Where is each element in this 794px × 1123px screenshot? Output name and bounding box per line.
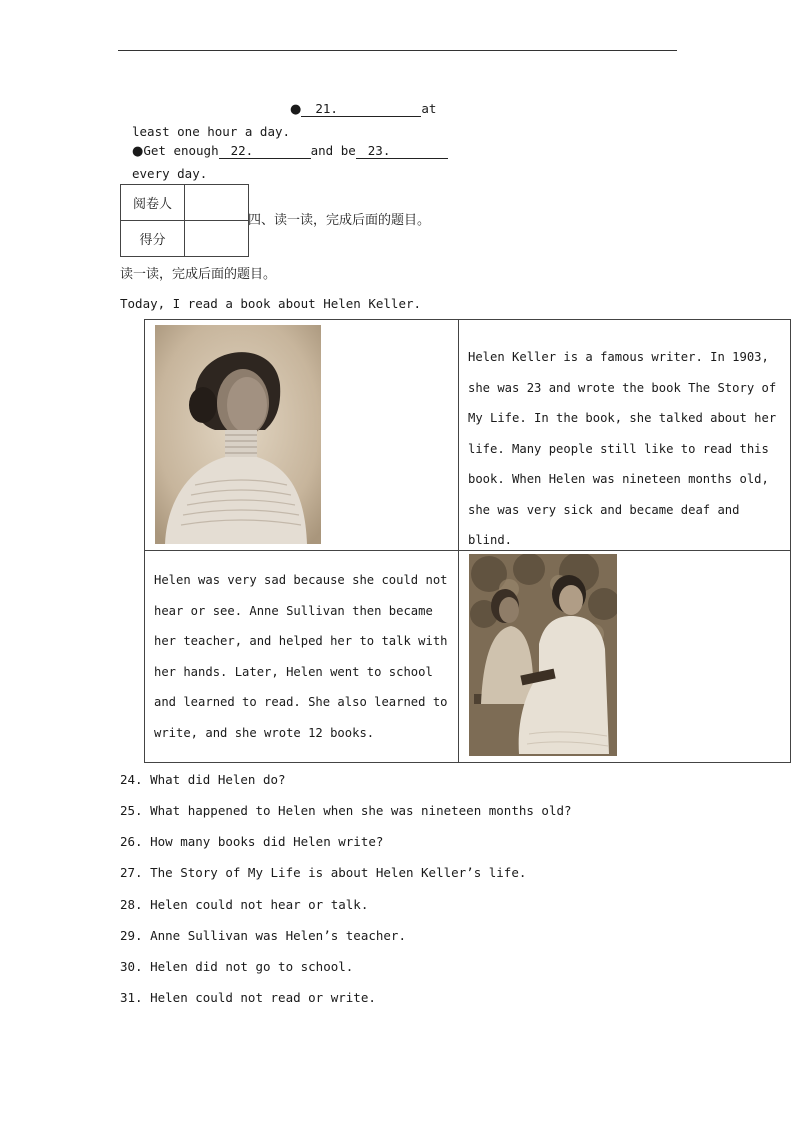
section-title: 四、读一读，完成后面的题目。: [248, 213, 431, 228]
header-rule: [118, 50, 677, 51]
question-28: 28. Helen could not hear or talk.: [120, 897, 369, 912]
fill-in-line-22-23: [132, 143, 448, 159]
fill-in-line-4: every day.: [132, 166, 208, 181]
photo-cell-1: [145, 320, 459, 551]
reviewer-cell[interactable]: [185, 185, 249, 221]
blank-21-label: 21.: [315, 101, 338, 116]
story-table: [144, 319, 791, 763]
photo-cell-2: [459, 551, 791, 763]
question-24: 24. What did Helen do?: [120, 772, 286, 787]
blank-22-label: 22.: [230, 143, 254, 158]
section-intro: Today, I read a book about Helen Keller.: [120, 296, 422, 311]
bullet: ●: [290, 102, 302, 117]
fill-in-line-2: least one hour a day.: [132, 124, 291, 139]
text-cell-1: [459, 320, 791, 551]
score-table: [120, 184, 249, 257]
question-29: 29. Anne Sullivan was Helen’s teacher.: [120, 928, 406, 943]
fill-in-mid: and be: [310, 143, 356, 158]
score-label: 得分: [121, 221, 185, 257]
story-paragraph-1: Helen Keller is a famous writer. In 1903, she was 23 and wrote the book The Story of My Life. In the book, she talked about her life. Many people still like to read this book. When Helen was nineteen months old, she was very sick and became deaf and blind.: [468, 350, 777, 547]
question-26: 26. How many books did Helen write?: [120, 834, 384, 849]
blank-21[interactable]: [301, 102, 421, 117]
reviewer-label: 阅卷人: [121, 185, 185, 221]
fill-in-after-21: at: [421, 101, 437, 116]
question-30: 30. Helen did not go to school.: [120, 959, 354, 974]
text-cell-2: [145, 551, 459, 763]
score-cell[interactable]: [185, 221, 249, 257]
blank-23[interactable]: [356, 144, 448, 159]
question-27: 27. The Story of My Life is about Helen Keller’s life.: [120, 865, 527, 880]
bullet: ●: [132, 144, 144, 159]
fill-in-prefix: Get enough: [143, 143, 219, 158]
blank-23-label: 23.: [367, 143, 391, 158]
section-instruction: 读一读，完成后面的题目。: [120, 267, 277, 282]
blank-22[interactable]: [219, 144, 311, 159]
story-paragraph-2: Helen was very sad because she could not hear or see. Anne Sullivan then became her teacher, and helped her to talk with her hands. Later, Helen went to school and learned to read. She also learned to write, and she wrote 12 books.: [154, 573, 448, 740]
question-25: 25. What happened to Helen when she was nineteen months old?: [120, 803, 572, 818]
question-31: 31. Helen could not read or write.: [120, 990, 376, 1005]
helen-portrait-photo: [155, 325, 321, 544]
fill-in-line-21: [290, 101, 436, 117]
helen-and-teacher-photo: [469, 554, 617, 756]
